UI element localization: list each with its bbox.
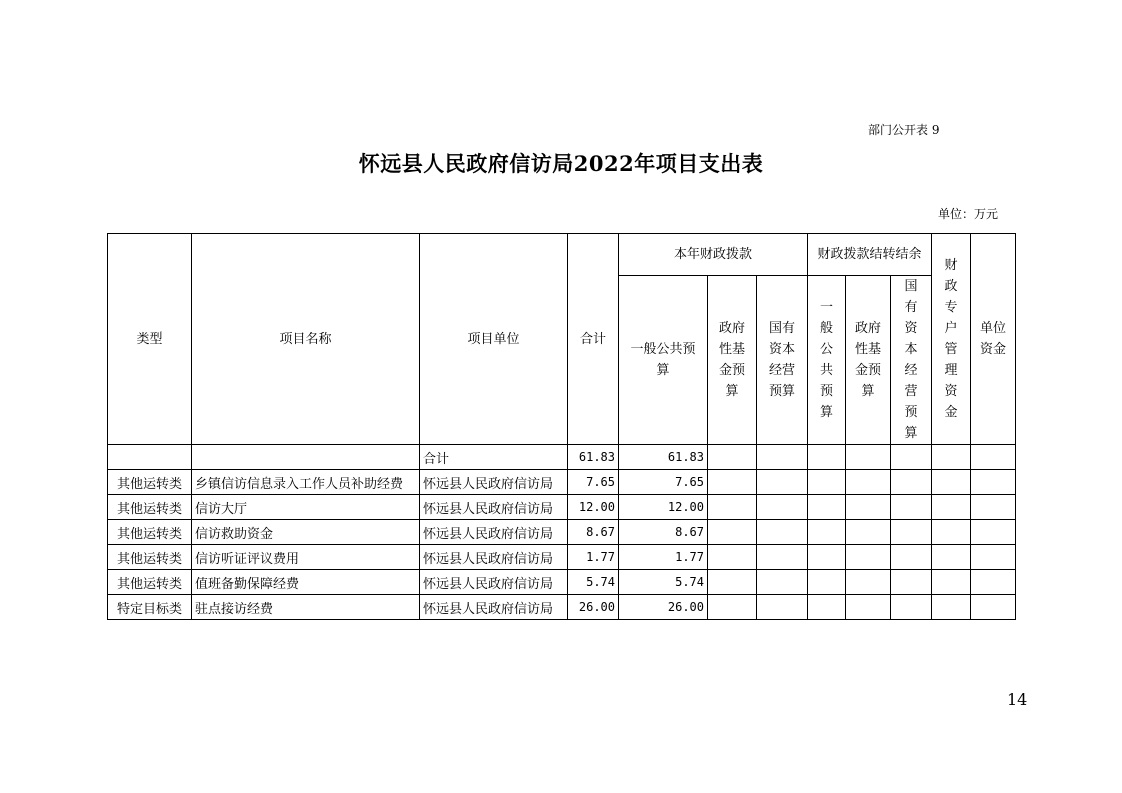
empty-cell	[846, 445, 891, 470]
empty-cell	[846, 495, 891, 520]
empty-cell	[808, 545, 846, 570]
header-total: 合计	[568, 234, 619, 445]
header-general-budget: 一般公共预 算	[619, 276, 708, 445]
table-row	[108, 520, 1016, 545]
empty-cell	[808, 495, 846, 520]
empty-cell	[891, 545, 932, 570]
header-special-account-fund: 财 政 专 户 管 理 资 金	[932, 234, 971, 445]
row-project-name-cell: 信访大厅	[192, 495, 420, 520]
empty-cell	[971, 470, 1016, 495]
empty-cell	[932, 520, 971, 545]
table-row	[108, 495, 1016, 520]
row-total-cell: 7.65	[568, 470, 619, 495]
row-type-cell: 其他运转类	[108, 570, 192, 595]
row-general-budget-cell: 5.74	[619, 570, 708, 595]
header-carryover: 财政拨款结转结余	[808, 234, 932, 276]
empty-cell	[891, 570, 932, 595]
empty-cell	[891, 495, 932, 520]
header-unit-fund: 单位 资金	[971, 234, 1016, 445]
table-row	[108, 570, 1016, 595]
page-number: 14	[1007, 690, 1028, 709]
table-row	[108, 545, 1016, 570]
row-type-cell: 特定目标类	[108, 595, 192, 620]
header-project-name: 项目名称	[192, 234, 420, 445]
row-project-unit-cell: 怀远县人民政府信访局	[420, 570, 568, 595]
empty-cell	[757, 545, 808, 570]
total-label: 合计	[420, 445, 568, 470]
row-project-name-cell: 信访救助资金	[192, 520, 420, 545]
empty-cell	[971, 570, 1016, 595]
row-type-cell: 其他运转类	[108, 470, 192, 495]
empty-cell	[932, 470, 971, 495]
row-general-budget-cell: 1.77	[619, 545, 708, 570]
data-rows	[108, 470, 1016, 620]
row-project-name-cell: 信访听证评议费用	[192, 545, 420, 570]
row-general-budget-cell: 26.00	[619, 595, 708, 620]
total-row	[108, 445, 1016, 470]
empty-cell	[846, 570, 891, 595]
empty-cell	[971, 595, 1016, 620]
empty-cell	[757, 570, 808, 595]
row-general-budget-cell: 12.00	[619, 495, 708, 520]
row-total-cell: 8.67	[568, 520, 619, 545]
empty-cell	[757, 595, 808, 620]
empty-cell	[891, 445, 932, 470]
row-total-cell: 26.00	[568, 595, 619, 620]
empty-cell	[808, 520, 846, 545]
unit-label: 单位：万元	[938, 207, 999, 221]
header-gov-fund-budget: 政府 性基 金预 算	[708, 276, 757, 445]
row-project-unit-cell: 怀远县人民政府信访局	[420, 495, 568, 520]
empty-cell	[932, 595, 971, 620]
empty-cell	[808, 570, 846, 595]
empty-cell	[891, 595, 932, 620]
header-type: 类型	[108, 234, 192, 445]
row-project-unit-cell: 怀远县人民政府信访局	[420, 520, 568, 545]
empty-cell	[808, 595, 846, 620]
empty-cell	[891, 520, 932, 545]
empty-cell	[708, 520, 757, 545]
empty-cell	[708, 545, 757, 570]
empty-cell	[932, 545, 971, 570]
empty-cell	[757, 470, 808, 495]
table-row	[108, 595, 1016, 620]
row-project-name-cell: 乡镇信访信息录入工作人员补助经费	[192, 470, 420, 495]
row-total-cell: 1.77	[568, 545, 619, 570]
empty-cell	[846, 595, 891, 620]
header-row-1	[108, 234, 1016, 276]
empty-cell	[708, 445, 757, 470]
empty-cell	[808, 470, 846, 495]
empty-cell	[971, 495, 1016, 520]
total-amount: 61.83	[568, 445, 619, 470]
total-general-budget: 61.83	[619, 445, 708, 470]
empty-cell	[708, 570, 757, 595]
header-current-year-appropriation: 本年财政拨款	[619, 234, 808, 276]
row-type-cell: 其他运转类	[108, 520, 192, 545]
row-project-name-cell: 驻点接访经费	[192, 595, 420, 620]
project-expenditure-table	[107, 233, 1016, 620]
empty-cell	[708, 470, 757, 495]
page-title: 怀远县人民政府信访局2022年项目支出表	[358, 151, 764, 176]
table-row	[108, 470, 1016, 495]
total-type-cell	[108, 445, 192, 470]
row-type-cell: 其他运转类	[108, 495, 192, 520]
row-project-unit-cell: 怀远县人民政府信访局	[420, 545, 568, 570]
empty-cell	[846, 470, 891, 495]
empty-cell	[846, 545, 891, 570]
empty-cell	[971, 545, 1016, 570]
form-number: 部门公开表 9	[868, 123, 940, 137]
row-general-budget-cell: 7.65	[619, 470, 708, 495]
empty-cell	[971, 520, 1016, 545]
empty-cell	[808, 445, 846, 470]
header-carryover-state-capital: 国 有 资 本 经 营 预 算	[891, 276, 932, 445]
empty-cell	[757, 495, 808, 520]
row-project-unit-cell: 怀远县人民政府信访局	[420, 470, 568, 495]
row-total-cell: 5.74	[568, 570, 619, 595]
row-project-name-cell: 值班备勤保障经费	[192, 570, 420, 595]
empty-cell	[757, 445, 808, 470]
empty-cell	[932, 570, 971, 595]
empty-cell	[971, 445, 1016, 470]
header-carryover-gov-fund: 政府 性基 金预 算	[846, 276, 891, 445]
total-name-cell	[192, 445, 420, 470]
header-carryover-general-budget: 一 般 公 共 预 算	[808, 276, 846, 445]
row-total-cell: 12.00	[568, 495, 619, 520]
header-project-unit: 项目单位	[420, 234, 568, 445]
empty-cell	[846, 520, 891, 545]
row-general-budget-cell: 8.67	[619, 520, 708, 545]
empty-cell	[932, 495, 971, 520]
row-project-unit-cell: 怀远县人民政府信访局	[420, 595, 568, 620]
header-state-capital-budget: 国有 资本 经营 预算	[757, 276, 808, 445]
empty-cell	[891, 470, 932, 495]
empty-cell	[708, 495, 757, 520]
empty-cell	[708, 595, 757, 620]
empty-cell	[757, 520, 808, 545]
empty-cell	[932, 445, 971, 470]
row-type-cell: 其他运转类	[108, 545, 192, 570]
